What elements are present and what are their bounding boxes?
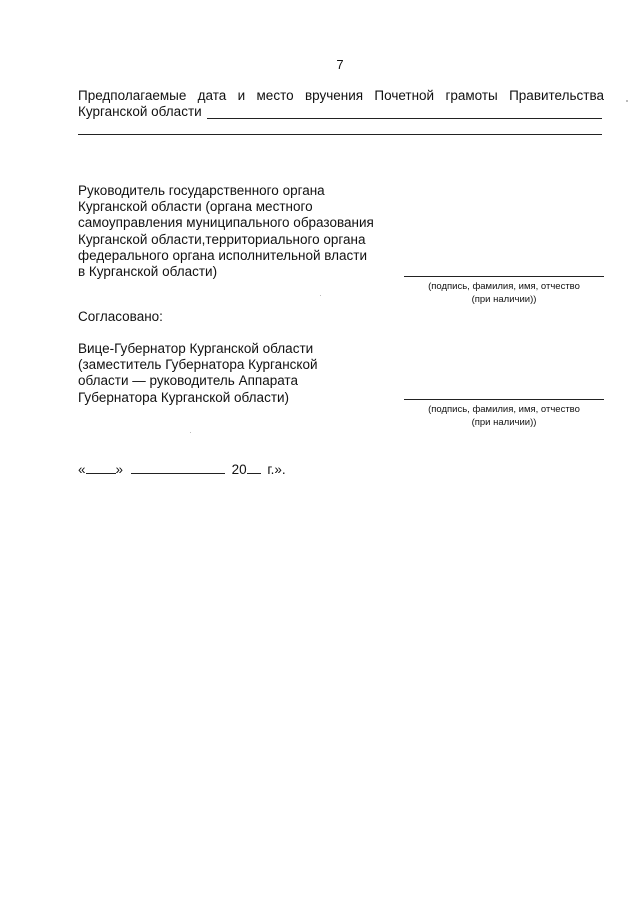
scan-speck: [190, 432, 191, 433]
date-close-quote: »: [115, 462, 124, 477]
year-suffix: г.».: [267, 462, 286, 477]
date-open-quote: «: [78, 462, 86, 477]
presentation-date-place-label-continued: Курганской области: [78, 104, 202, 119]
scan-speck: [626, 100, 628, 102]
vice-governor-signature-caption: (подпись, фамилия, имя, отчество (при наличии)): [428, 404, 580, 428]
date-line: [78, 462, 286, 477]
presentation-date-place-label: Предполагаемые дата и место вручения Почетной грамоты Правительства: [78, 88, 604, 103]
presentation-date-place-field[interactable]: [207, 118, 602, 119]
presentation-date-place-field-line2[interactable]: [78, 134, 602, 135]
head-of-body-position: Руководитель государственного органа Курганской области (органа местного самоуправления муниципального образования Курганской области,территориального органа федерального органа исполнительной власти в Курганской области): [78, 183, 374, 280]
vice-governor-signature-line[interactable]: [404, 399, 604, 400]
approval-label: Согласовано:: [78, 309, 163, 324]
month-field[interactable]: [131, 462, 225, 474]
year-field[interactable]: [247, 462, 261, 474]
page-number: 7: [336, 57, 344, 72]
year-prefix: 20: [231, 462, 247, 477]
head-signature-line[interactable]: [404, 276, 604, 277]
head-signature-caption: (подпись, фамилия, имя, отчество (при наличии)): [428, 281, 580, 305]
day-field[interactable]: [86, 462, 116, 474]
vice-governor-position: Вице-Губернатор Курганской области (заместитель Губернатора Курганской области — руководитель Аппарата Губернатора Курганской области): [78, 341, 318, 405]
scan-speck: [320, 295, 321, 296]
